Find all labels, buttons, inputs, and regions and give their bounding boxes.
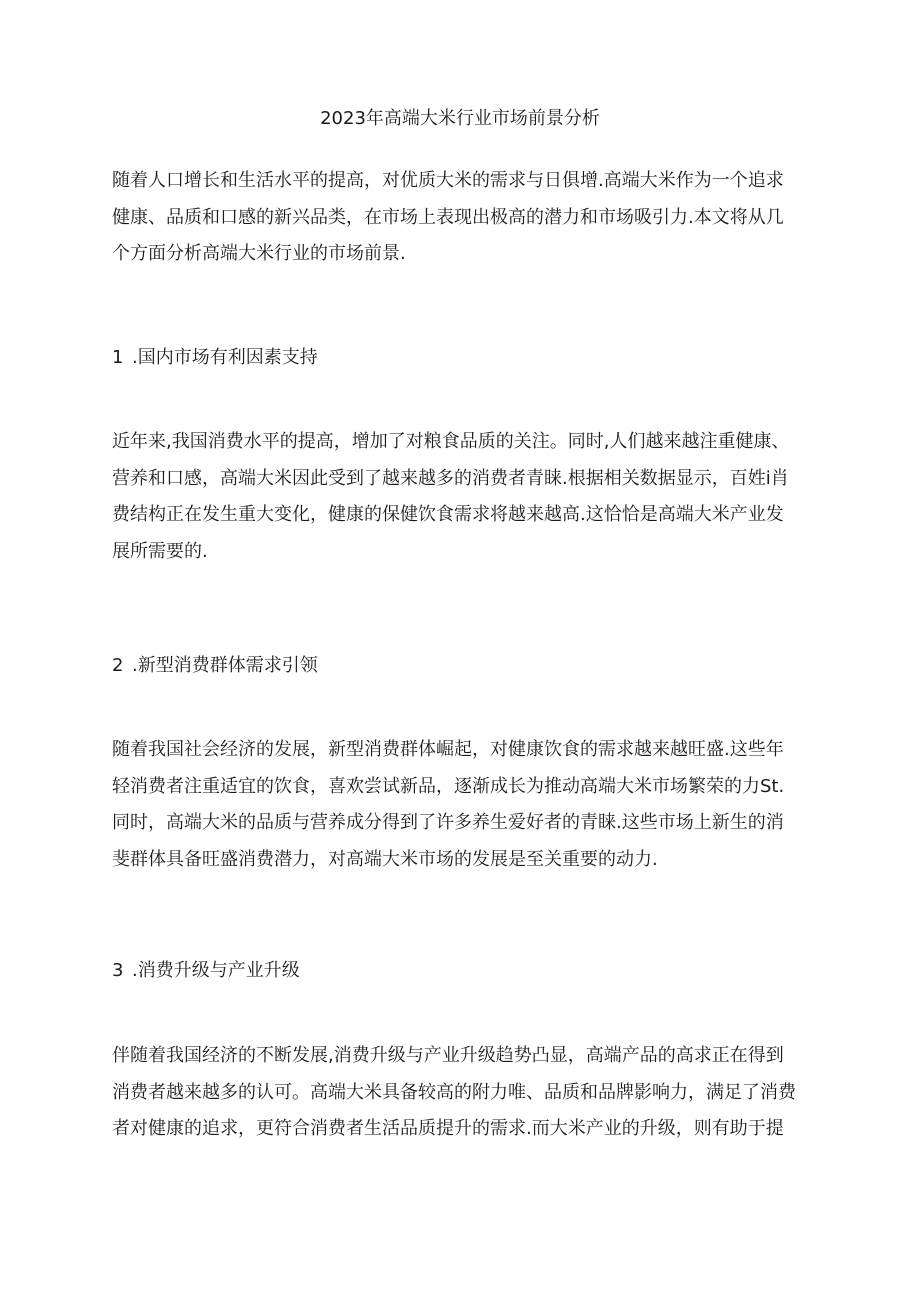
section-number: 1	[112, 347, 124, 368]
paragraph-line: 斐群体具备旺盛消费潜力，对高端大米市场的发展是至关重要的动力.	[112, 848, 658, 870]
section-3-heading	[112, 957, 812, 985]
section-1-paragraph	[112, 424, 812, 570]
section-number: 3	[112, 960, 124, 981]
intro-paragraph	[112, 163, 812, 273]
section-2-paragraph	[112, 732, 812, 878]
paragraph-line: 费结构正在发生重大变化，健康的保健饮食需求将越来越高.这恰恰是高端大米产业发	[112, 504, 784, 525]
paragraph-line: 同时，高端大米的品质与营养成分得到了许多养生爱好者的青睐.这些市场上新生的消	[112, 812, 784, 833]
paragraph-line: 个方面分析高端大米行业的市场前景.	[112, 243, 406, 264]
section-3-paragraph	[112, 1038, 812, 1148]
section-1-heading	[112, 344, 812, 372]
paragraph-line: 随着人口增长和生活水平的提高，对优质大米的需求与日俱增.高端大米作为一个追求	[112, 170, 784, 191]
section-2-heading	[112, 652, 812, 680]
paragraph-line: 随着我国社会经济的发展，新型消费群体崛起，对健康饮食的需求越来越旺盛.这些年	[112, 739, 784, 760]
document-title: 2023年高端大米行业市场前景分析	[320, 108, 600, 129]
paragraph-line: 营养和口感，高端大米因此受到了越来越多的消费者青睐.根据相关数据显示，百姓i肖	[112, 467, 789, 489]
section-heading-text: .新型消费群体需求引领	[132, 655, 318, 676]
paragraph-line: 伴随着我国经济的不断发展,消费升级与产业升级趋势凸显，高端产品的高求正在得到	[112, 1045, 784, 1066]
paragraph-line: 近年来,我国消费水平的提高，增加了对粮食品质的关注。同时,人们越来越注重健康、	[112, 431, 790, 452]
section-heading-text: .国内市场有利因素支持	[132, 347, 318, 368]
section-number: 2	[112, 655, 124, 676]
section-heading-text: .消费升级与产业升级	[132, 960, 300, 981]
paragraph-line: 轻消费者注重适宜的饮食，喜欢尝试新品，逐渐成长为推动高端大米市场繁荣的力St.	[112, 775, 785, 797]
paragraph-line: 健康、品质和口感的新兴品类，在市场上表现出极高的潜力和市场吸引力.本文将从几	[112, 206, 784, 228]
paragraph-line: 消费者越来越多的认可。高端大米具备较高的附力唯、品质和品牌影响力，满足了消费	[112, 1081, 796, 1103]
paragraph-line: 者对健康的追求，更符合消费者生活品质提升的需求.而大米产业的升级，则有助于提	[112, 1118, 784, 1139]
paragraph-line: 展所需要的.	[112, 540, 208, 562]
